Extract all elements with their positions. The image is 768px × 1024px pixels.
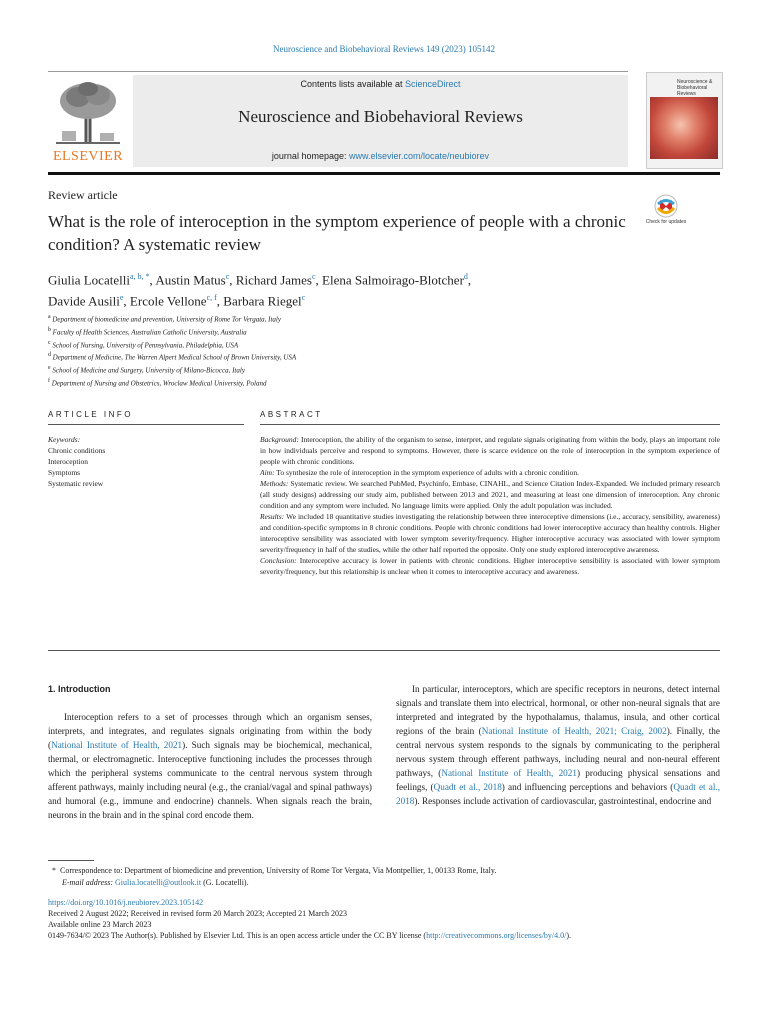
footnote-mark: * (52, 866, 56, 875)
body-paragraph (396, 682, 720, 808)
footnote-rule (48, 860, 94, 861)
author-name[interactable]: Ercole Vellone (129, 293, 207, 309)
check-for-updates-badge[interactable] (645, 193, 687, 229)
journal-reference[interactable]: Neuroscience and Biobehavioral Reviews 149 (2023) 105142 (273, 44, 495, 54)
abstract-conclusion (260, 555, 720, 577)
affiliation-text: Faculty of Health Sciences, Australian Catholic University, Australia (52, 328, 247, 337)
crossmark-icon (645, 193, 687, 229)
header-divider (48, 172, 720, 175)
conclusion-label: Conclusion: (260, 556, 297, 565)
abstract-heading: ABSTRACT (260, 410, 323, 419)
affiliation-text: School of Nursing, University of Pennsylvania, Philadelphia, USA (52, 340, 239, 349)
body-text: ). Finally, the central nervous system responds to the signals by communicating to the peripheral nervous system through efferent pathways, including neural and non-neural efferent pathways, ( (396, 726, 720, 778)
background-label: Background: (260, 435, 299, 444)
abstract-results (260, 511, 720, 555)
author-name[interactable]: Barbara Riegel (223, 293, 302, 309)
author-separator: , (149, 272, 156, 288)
header-top-rule (48, 71, 628, 72)
correspondence-line (48, 865, 720, 877)
online-date: Available online 23 March 2023 (48, 920, 152, 929)
background-text: Interoception, the ability of the organism to sense, interpret, and regulate signals originating from within the body, plays an important role in how individuals perceive and respond to symptoms. However, there is scarce evidence on the role of interoception in the symptom experience of people with chronic conditions. (260, 435, 720, 466)
keyword-item: Systematic review (48, 479, 104, 488)
citation-link[interactable]: National Institute of Health, 2021 (51, 740, 183, 750)
crossmark-label: Check for updates (645, 219, 687, 225)
body-text: Interoception refers to a set of processes through which an organism senses, interprets, and integrates, and regulates signals originating from within the body ( (48, 712, 372, 750)
methods-label: Methods: (260, 479, 289, 488)
homepage-link[interactable]: www.elsevier.com/locate/neubiorev (348, 151, 490, 161)
affiliation-text: Department of Nursing and Obstetrics, Wroclaw Medical University, Poland (51, 379, 267, 388)
affiliation-mark: c (48, 339, 51, 346)
author-affiliation-mark[interactable]: c (301, 293, 306, 303)
author-name[interactable]: Davide Ausili (48, 293, 120, 309)
body-paragraph (48, 710, 372, 822)
received-dates: Received 2 August 2022; Received in revised form 20 March 2023; Accepted 21 March 2023 (48, 909, 348, 918)
article-title: What is the role of interoception in the symptom experience of people with a chronic condition? A systematic review (48, 212, 626, 254)
license-suffix: ). (566, 931, 572, 940)
keyword-item: Interoception (48, 457, 88, 466)
correspondence-footnote (48, 865, 720, 889)
author-separator: , (123, 293, 130, 309)
license-link[interactable]: http://creativecommons.org/licenses/by/4.0/ (426, 931, 567, 940)
contents-line (133, 79, 628, 89)
keywords-label: Keywords: (48, 435, 81, 444)
affiliation-mark: b (48, 326, 51, 333)
affiliation-item (48, 363, 548, 376)
conclusion-text: Interoceptive accuracy is lower in patients with chronic conditions. Higher interoceptive sensibility is associated with lower symptom severity/frequency, but this relationship is unclear when it comes to interoceptive accuracy and awareness. (260, 556, 720, 576)
email-line (48, 877, 720, 889)
citation-link[interactable]: National Institute of Health, 2021; Craig, 2002 (481, 726, 667, 736)
citation-link[interactable]: Quadt et al., 2018 (433, 782, 502, 792)
methods-text: Systematic review. We searched PubMed, Psychinfo, Embase, CINAHL, and Science Citation Index-Expanded. We included primary research (all study designs) addressing our study aim, published between 2013 and 2021, and measuring at least one dimension of interoception. Any chronic condition and any symptom were included. No language limits were applied. Only the adult population was included. (260, 479, 720, 510)
body-left-column (48, 682, 372, 822)
author-name[interactable]: Giulia Locatelli (48, 272, 130, 288)
body-right-column (396, 682, 720, 808)
article-info-heading: ARTICLE INFO (48, 410, 133, 419)
contents-prefix: Contents lists available at (300, 79, 406, 89)
elsevier-logo[interactable] (48, 77, 128, 165)
results-text: We included 18 quantitative studies investigating the relationship between three interoceptive dimensions (i.e., accuracy, sensibility, awareness) and condition-specific symptoms in 8 chronic conditions. People with chronic conditions had lower interoceptive accuracy than healthy controls. Higher interoceptive sensibility was associated with lower symptom severity/frequency. Higher interoceptive accuracy was associated with lower symptom severity/frequency in half of the studies, while the other half reported the opposite. Only one study explored interoceptive awareness. (260, 512, 720, 554)
sciencedirect-link[interactable]: ScienceDirect (405, 79, 461, 89)
affiliation-text: Department of Medicine, The Warren Alpert Medical School of Brown University, USA (52, 353, 297, 362)
author-name[interactable]: Austin Matus (155, 272, 226, 288)
body-text: ) and influencing perceptions and behaviors ( (501, 782, 674, 792)
email-link[interactable]: Giulia.locatelli@outlook.it (115, 878, 202, 887)
affiliation-item (48, 338, 548, 351)
affiliation-text: Department of biomedicine and prevention, University of Rome Tor Vergata, Italy (52, 315, 281, 324)
publication-info (48, 897, 748, 941)
body-text: ). Responses include activation of cardiovascular, gastrointestinal, endocrine and (414, 796, 712, 806)
section-heading-introduction: 1. Introduction (48, 684, 111, 694)
author-affiliation-mark[interactable]: c (225, 272, 230, 281)
article-type: Review article (48, 188, 118, 202)
body-text: ) producing physical sensations and feelings, ( (396, 768, 721, 792)
elsevier-tree-icon (56, 79, 120, 145)
doi-link[interactable]: https://doi.org/10.1016/j.neubiorev.2023.105142 (48, 898, 204, 907)
author-separator: , (216, 293, 224, 309)
affiliation-mark: d (48, 352, 51, 359)
abstract-bottom-rule (48, 650, 720, 651)
email-label: E-mail address: (62, 878, 114, 887)
author-name[interactable]: Elena Salmoirago-Blotcher (322, 272, 464, 288)
results-label: Results: (260, 512, 285, 521)
aim-text: To synthesize the role of interoception in the symptom experience of adults with a chronic condition. (274, 468, 580, 477)
correspondence-text: Correspondence to: Department of biomedicine and prevention, University of Rome Tor Vergata, Via Montpellier, 1, 00133 Rome, Italy. (60, 866, 497, 875)
author-separator: , (229, 272, 236, 288)
license-text: 0149-7634/© 2023 The Author(s). Published by Elsevier Ltd. This is an open access article under the CC BY license ( (48, 931, 427, 940)
author-name[interactable]: Richard James (235, 272, 312, 288)
affiliation-item (48, 312, 548, 325)
affiliation-item (48, 376, 548, 389)
homepage-line (133, 151, 628, 161)
abstract-rule (260, 424, 720, 425)
article-info-rule (48, 424, 244, 425)
affiliation-mark: f (48, 378, 50, 385)
abstract-text (260, 434, 720, 577)
keyword-item: Chronic conditions (48, 446, 106, 455)
homepage-prefix: journal homepage: (271, 151, 349, 161)
citation-link[interactable]: National Institute of Health, 2021 (441, 768, 577, 778)
email-suffix: (G. Locatelli). (201, 878, 249, 887)
citation-link[interactable]: Quadt et al., 2018 (396, 782, 720, 806)
abstract-background (260, 434, 720, 467)
cover-title: Neuroscience & Biobehavioral Reviews (677, 79, 713, 97)
author-separator: , (467, 272, 472, 288)
keywords-block (48, 434, 244, 489)
affiliation-mark: e (48, 365, 51, 372)
keyword-item: Symptoms (48, 468, 81, 477)
author-affiliation-mark[interactable]: c, f (206, 293, 217, 303)
author-affiliation-mark[interactable]: c (311, 272, 316, 281)
journal-title[interactable]: Neuroscience and Biobehavioral Reviews (238, 107, 523, 126)
author-list (48, 268, 648, 311)
aim-label: Aim: (260, 468, 275, 477)
journal-cover-image[interactable] (646, 72, 723, 169)
author-affiliation-mark[interactable]: e (119, 293, 124, 303)
affiliation-item (48, 325, 548, 338)
author-affiliation-mark[interactable]: a, b, * (129, 272, 150, 281)
journal-header-panel (133, 75, 628, 167)
author-affiliation-mark[interactable]: d (463, 272, 468, 281)
abstract-aim (260, 467, 720, 478)
affiliation-mark: a (48, 314, 51, 320)
affiliation-list (48, 312, 548, 389)
body-text: ). Such signals may be biochemical, mechanical, thermal, or electromagnetic. Interoceptive functioning includes the processes through which the peripheral systems communicate to the central nervous system through afferent pathways, mainly including neural (e.g., the cranial/vagal and spinal pathways) and humoral (e.g., immune and endocrine) channels. When signals reach the brain, neurons in the brain and in the spinal cord encode them. (48, 740, 373, 820)
cover-artwork (650, 97, 718, 159)
elsevier-wordmark: ELSEVIER (52, 149, 124, 164)
body-text: In particular, interoceptors, which are specific receptors in neurons, detect internal signals and translate them into electrical, hormonal, or other non-neural signals that are interpreted and integrated by the hypothalamus, thalamus, insula, and other cortical regions of the brain ( (396, 684, 720, 736)
affiliation-item (48, 350, 548, 363)
author-separator: , (315, 272, 323, 288)
abstract-methods (260, 478, 720, 511)
affiliation-text: School of Medicine and Surgery, University of Milano-Bicocca, Italy (52, 366, 245, 375)
license-line (48, 930, 748, 941)
